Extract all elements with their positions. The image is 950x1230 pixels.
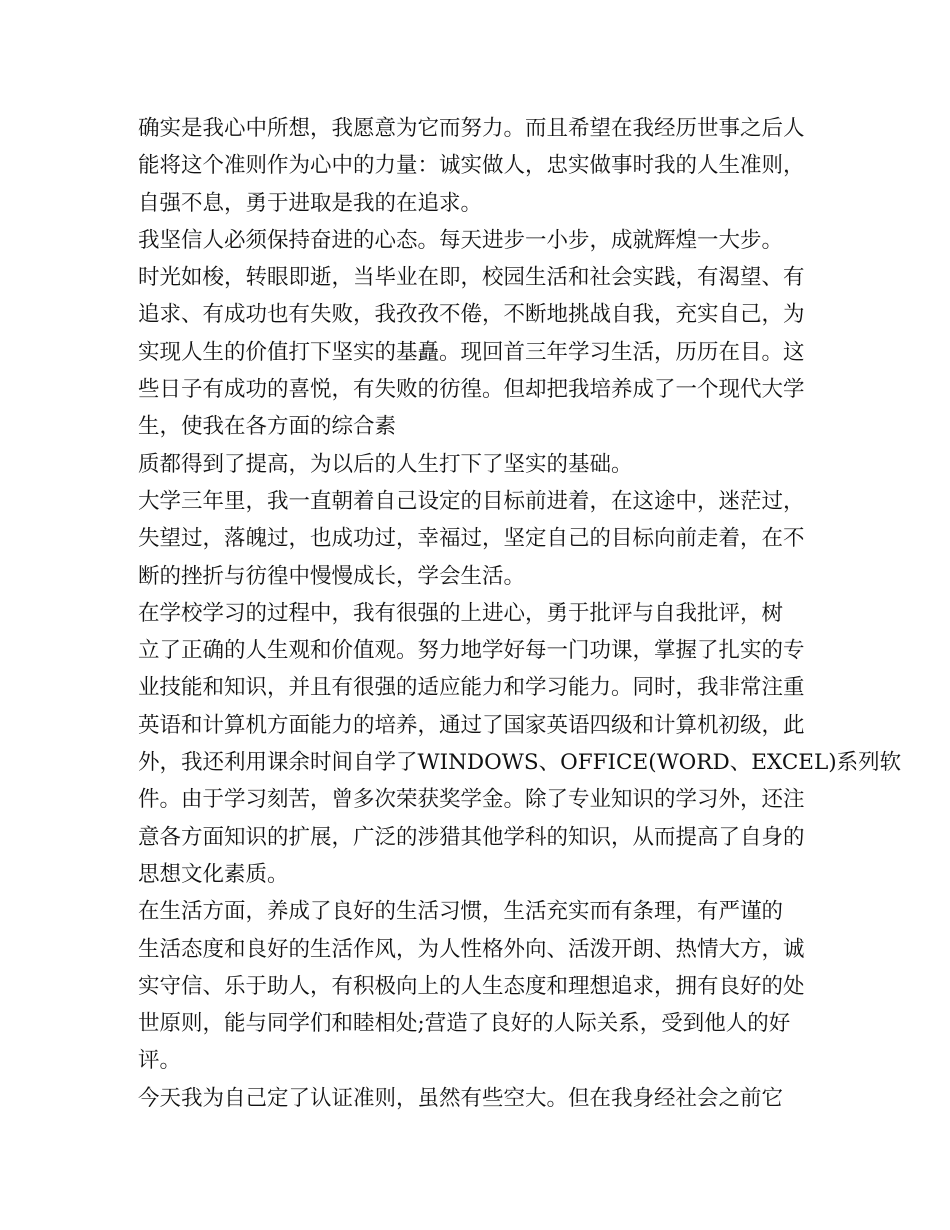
text-line: 在生活方面，养成了良好的生活习惯，生活充实而有条理，有严谨的 bbox=[138, 899, 784, 925]
text-line: 件。由于学习刻苦，曾多次荣获奖学金。除了专业知识的学习外，还注 bbox=[138, 787, 805, 813]
text-line: 今天我为自己定了认证准则，虽然有些空大。但在我身经社会之前它 bbox=[138, 1085, 784, 1111]
text-line: 自强不息，勇于进取是我的在追求。 bbox=[138, 190, 483, 216]
text-line: 实守信、乐于助人，有积极向上的人生态度和理想追求，拥有良好的处 bbox=[138, 973, 805, 999]
text-line: 生，使我在各方面的综合素 bbox=[138, 414, 397, 440]
text-line: 业技能和知识，并且有很强的适应能力和学习能力。同时，我非常注重 bbox=[138, 675, 805, 701]
text-line: 世原则，能与同学们和睦相处;营造了良好的人际关系，受到他人的好 bbox=[138, 1011, 791, 1037]
text-line: 实现人生的价值打下坚实的基矗。现回首三年学习生活，历历在目。这 bbox=[138, 339, 805, 365]
text-line: 追求、有成功也有失败，我孜孜不倦，不断地挑战自我，充实自己，为 bbox=[138, 302, 805, 328]
text-line: 英语和计算机方面能力的培养，通过了国家英语四级和计算机初级，此 bbox=[138, 712, 805, 738]
text-line: 外，我还利用课余时间自学了WINDOWS、OFFICE(WORD、EXCEL)系列软 bbox=[138, 750, 902, 776]
text-line: 我坚信人必须保持奋进的心态。每天进步一小步，成就辉煌一大步。 bbox=[138, 227, 784, 253]
text-line: 时光如梭，转眼即逝，当毕业在即，校园生活和社会实践，有渴望、有 bbox=[138, 265, 805, 291]
text-line: 意各方面知识的扩展，广泛的涉猎其他学科的知识，从而提高了自身的 bbox=[138, 824, 805, 850]
text-line: 生活态度和良好的生活作风，为人性格外向、活泼开朗、热情大方，诚 bbox=[138, 936, 805, 962]
text-line: 确实是我心中所想，我愿意为它而努力。而且希望在我经历世事之后人 bbox=[138, 116, 805, 141]
text-line: 质都得到了提高，为以后的人生打下了坚实的基础。 bbox=[138, 451, 633, 477]
text-line: 些日子有成功的喜悦，有失败的彷徨。但却把我培养成了一个现代大学 bbox=[138, 377, 805, 403]
text-line: 大学三年里，我一直朝着自己设定的目标前进着，在这途中，迷茫过， bbox=[138, 488, 805, 514]
text-line: 断的挫折与彷徨中慢慢成长，学会生活。 bbox=[138, 563, 526, 589]
text-line: 能将这个准则作为心中的力量：诚实做人，忠实做事时我的人生准则， bbox=[138, 153, 805, 179]
text-line: 评。 bbox=[138, 1048, 182, 1074]
text-line: 失望过，落魄过，也成功过，幸福过，坚定自己的目标向前走着，在不 bbox=[138, 526, 805, 552]
body-text bbox=[138, 110, 902, 1117]
text-line: 在学校学习的过程中，我有很强的上进心，勇于批评与自我批评，树 bbox=[138, 600, 784, 626]
text-line: 立了正确的人生观和价值观。努力地学好每一门功课，掌握了扎实的专 bbox=[138, 638, 805, 664]
text-line: 思想文化素质。 bbox=[138, 861, 289, 887]
